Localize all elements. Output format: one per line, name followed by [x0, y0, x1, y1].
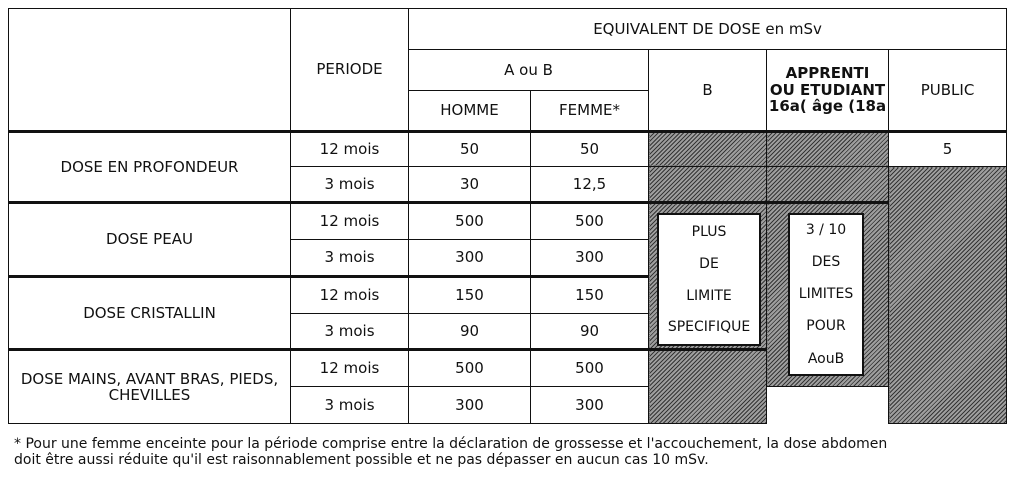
box-apprenti-line: LIMITES — [798, 286, 854, 302]
cell-femme: 90 — [531, 313, 649, 350]
header-periode: PERIODE — [291, 9, 409, 132]
cell-periode: 3 mois — [291, 387, 409, 424]
hatched-cell — [767, 167, 889, 203]
cell-homme: 30 — [409, 167, 531, 203]
row-label-dose-cristallin: DOSE CRISTALLIN — [9, 276, 291, 350]
box-trois-dixiemes — [788, 213, 864, 376]
row-label-dose-peau: DOSE PEAU — [9, 203, 291, 277]
cell-periode: 12 mois — [291, 350, 409, 387]
cell-periode: 3 mois — [291, 313, 409, 350]
box-apprenti-line: POUR — [806, 318, 846, 334]
cell-femme: 150 — [531, 276, 649, 313]
header-a-ou-b: A ou B — [409, 49, 649, 90]
cell-femme: 500 — [531, 350, 649, 387]
box-b-line: LIMITE — [686, 288, 732, 304]
cell-periode: 3 mois — [291, 167, 409, 203]
row-label-dose-mains: DOSE MAINS, AVANT BRAS, PIEDS, CHEVILLES — [9, 350, 291, 424]
box-apprenti-line: AouB — [807, 351, 845, 367]
box-b-line: DE — [699, 256, 719, 272]
header-corner-cell — [9, 9, 291, 132]
cell-homme: 150 — [409, 276, 531, 313]
cell-femme: 12,5 — [531, 167, 649, 203]
cell-homme: 50 — [409, 131, 531, 167]
cell-femme: 300 — [531, 239, 649, 276]
hatched-cell — [767, 131, 889, 167]
cell-homme: 500 — [409, 203, 531, 240]
cell-homme: 90 — [409, 313, 531, 350]
header-equivalent-dose: EQUIVALENT DE DOSE en mSv — [409, 9, 1007, 50]
hatched-public-column — [889, 167, 1007, 424]
cell-periode: 12 mois — [291, 276, 409, 313]
hatched-cell — [649, 167, 767, 203]
header-apprenti: APPRENTI OU ETUDIANT 16a( âge (18a — [767, 49, 889, 131]
cell-femme: 500 — [531, 203, 649, 240]
box-b-line: PLUS — [691, 224, 727, 240]
table-row — [9, 131, 1007, 167]
box-b-line: SPECIFIQUE — [667, 319, 751, 335]
cell-homme: 500 — [409, 350, 531, 387]
row-label-dose-profondeur: DOSE EN PROFONDEUR — [9, 131, 291, 203]
box-apprenti-line: 3 / 10 — [805, 222, 847, 238]
cell-femme: 50 — [531, 131, 649, 167]
cell-femme: 300 — [531, 387, 649, 424]
header-public: PUBLIC — [889, 49, 1007, 131]
box-plus-de-limite — [657, 213, 761, 346]
cell-homme: 300 — [409, 387, 531, 424]
header-homme: HOMME — [409, 90, 531, 131]
hatched-cell — [649, 350, 767, 424]
box-apprenti-line: DES — [811, 254, 841, 270]
cell-public: 5 — [889, 131, 1007, 167]
cell-periode: 12 mois — [291, 203, 409, 240]
header-b: B — [649, 49, 767, 131]
cell-periode: 3 mois — [291, 239, 409, 276]
cell-homme: 300 — [409, 239, 531, 276]
cell-periode: 12 mois — [291, 131, 409, 167]
header-femme: FEMME* — [531, 90, 649, 131]
footnote: * Pour une femme enceinte pour la période comprise entre la déclaration de grossesse et l'accouchement, la dose abdomen doit être aussi réduite qu'il est raisonnablement possible et ne pas dépasser en aucun cas 10 mSv. — [14, 436, 888, 468]
hatched-cell — [649, 131, 767, 167]
